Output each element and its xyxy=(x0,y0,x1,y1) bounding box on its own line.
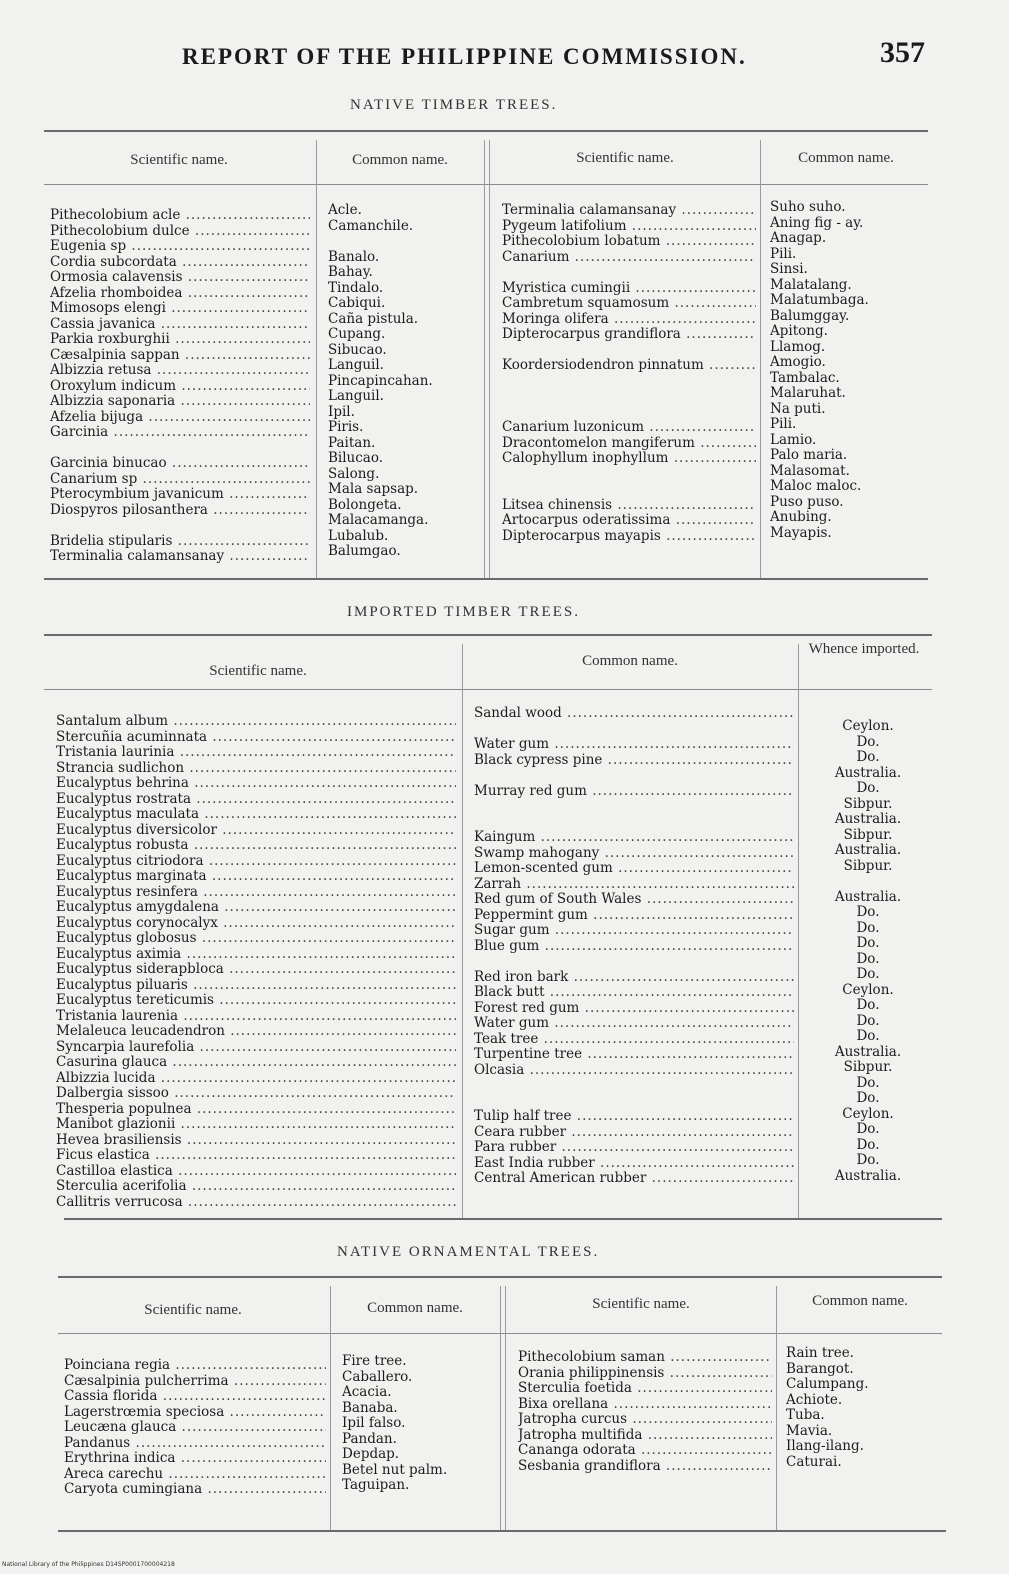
list-item: Ipil. xyxy=(328,404,355,420)
list-item: Calumpang. xyxy=(786,1377,869,1392)
list-item: Do. xyxy=(856,905,880,920)
list-item: Lamio. xyxy=(770,432,817,448)
col-common-name: Common name. xyxy=(352,152,448,168)
list-item: Pandan. xyxy=(342,1431,397,1447)
list-item: Anagap. xyxy=(770,231,827,246)
native-ornamental-divider xyxy=(330,1286,331,1530)
list-item: Thesperia populnea ..... xyxy=(56,1102,456,1118)
list-item: Pterocymbium javanicum ..... xyxy=(50,487,310,503)
list-item: Castilloa elastica ..... xyxy=(56,1164,456,1180)
list-item: Apitong. xyxy=(770,324,828,339)
list-item: Parkia roxburghii ..... xyxy=(50,332,310,348)
native-timber-left-scientific-list xyxy=(50,208,310,565)
native-timber-center-divider xyxy=(484,140,490,578)
list-item: Barangot. xyxy=(786,1361,854,1377)
list-item: Sinsi. xyxy=(770,262,808,277)
list-item: Australia. xyxy=(834,843,902,858)
list-item: Canarium sp ..... xyxy=(50,472,310,488)
list-item: Na puti. xyxy=(770,401,826,417)
list-item: Cambretum squamosum ..... xyxy=(502,296,756,312)
list-item: Santalum album ..... xyxy=(56,714,456,730)
list-item: Australia. xyxy=(834,765,902,781)
list-item: Myristica cumingii ..... xyxy=(502,281,756,297)
list-item: Australia. xyxy=(834,1168,902,1184)
list-item: Do. xyxy=(856,1137,880,1153)
list-item: Bahay. xyxy=(328,265,373,280)
list-item: Albizzia retusa ..... xyxy=(50,363,310,379)
list-item: Caryota cumingiana ..... xyxy=(64,1482,326,1498)
list-item: Koordersiodendron pinnatum ..... xyxy=(502,358,756,374)
list-item: Garcinia ..... xyxy=(50,425,310,441)
list-item: Australia. xyxy=(834,889,902,905)
list-item: Caturai. xyxy=(786,1454,842,1470)
list-item: Eugenia sp ..... xyxy=(50,239,310,255)
list-item: Cordia subcordata ..... xyxy=(50,255,310,271)
list-item: Cæsalpinia pulcherrima ..... xyxy=(64,1374,326,1390)
list-item: Do. xyxy=(856,734,880,750)
col-scientific-name: Scientific name. xyxy=(592,1296,690,1312)
list-item: Ceara rubber ..... xyxy=(474,1125,794,1141)
list-item: East India rubber ..... xyxy=(474,1156,794,1172)
list-item: Languil. xyxy=(328,389,384,404)
list-item: Amogio. xyxy=(770,355,826,370)
page-number: 357 xyxy=(880,36,925,69)
list-item: Paitan. xyxy=(328,435,376,451)
list-item: Malaruhat. xyxy=(770,386,846,401)
native-timber-right-scientific-list xyxy=(502,203,756,544)
list-item: Sibpur. xyxy=(843,796,893,812)
list-item: Puso puso. xyxy=(770,494,844,510)
col-common-name: Common name. xyxy=(798,150,894,166)
list-item: Salong. xyxy=(328,466,380,482)
library-footer-text: National Library of the Philippines D14SP0001700004218 xyxy=(2,1561,175,1568)
col-scientific-name: Scientific name. xyxy=(144,1302,242,1318)
list-item: Aning fig - ay. xyxy=(770,215,864,231)
list-item: Dalbergia sissoo ..... xyxy=(56,1086,456,1102)
list-item: Mimosops elengi ..... xyxy=(50,301,310,317)
list-item: Hevea brasiliensis ..... xyxy=(56,1133,456,1149)
list-item: Bolongeta. xyxy=(328,497,402,513)
native-timber-left-common-list xyxy=(328,203,478,560)
list-item: Ficus elastica ..... xyxy=(56,1148,456,1164)
list-item: Rain tree. xyxy=(786,1346,854,1361)
list-item: Betel nut palm. xyxy=(342,1462,448,1478)
list-item: Oroxylum indicum ..... xyxy=(50,379,310,395)
list-item: Lemon-scented gum ..... xyxy=(474,861,794,877)
list-item: Afzelia rhomboidea ..... xyxy=(50,286,310,302)
imported-timber-common-list xyxy=(474,706,794,1218)
list-item: Eucalyptus behrina ..... xyxy=(56,776,456,792)
native-ornamental-divider xyxy=(776,1286,777,1530)
list-item: Eucalyptus marginata ..... xyxy=(56,869,456,885)
list-item: Leucæna glauca ..... xyxy=(64,1420,326,1436)
list-item: Sibucao. xyxy=(328,342,387,358)
list-item: Diospyros pilosanthera ..... xyxy=(50,503,310,519)
list-item: Casurina glauca ..... xyxy=(56,1055,456,1071)
list-item: Manibot glazionii ..... xyxy=(56,1117,456,1133)
native-ornamental-right-common-list xyxy=(786,1346,936,1470)
list-item: Eucalyptus rostrata ..... xyxy=(56,792,456,808)
native-ornamental-left-common-list xyxy=(342,1354,492,1494)
col-scientific-name: Scientific name. xyxy=(576,150,674,166)
list-item: Callitris verrucosa ..... xyxy=(56,1195,456,1211)
list-item: Red gum of South Wales ..... xyxy=(474,892,794,908)
list-item: Palo maria. xyxy=(770,448,848,463)
list-item: Eucalyptus siderapbloca ..... xyxy=(56,962,456,978)
list-item: Taguipan. xyxy=(342,1478,410,1493)
list-item: Water gum ..... xyxy=(474,737,794,753)
list-item: Peppermint gum ..... xyxy=(474,908,794,924)
list-item: Stercuñia acuminnata ..... xyxy=(56,730,456,746)
list-item: Balumgao. xyxy=(328,544,401,559)
list-item: Sibpur. xyxy=(843,858,893,874)
list-item: Bridelia stipularis ..... xyxy=(50,534,310,550)
list-item: Ceylon. xyxy=(842,982,894,998)
list-item: Terminalia calamansanay ..... xyxy=(502,203,756,219)
list-item: Pandanus ..... xyxy=(64,1436,326,1452)
list-item: Garcinia binucao ..... xyxy=(50,456,310,472)
list-item: Do. xyxy=(856,951,880,967)
list-item: Languil. xyxy=(328,358,384,373)
list-item: Syncarpia laurefolia ..... xyxy=(56,1040,456,1056)
list-item: Artocarpus oderatissima ..... xyxy=(502,513,756,529)
list-item: Lagerstrœmia speciosa ..... xyxy=(64,1405,326,1421)
list-item: Australia. xyxy=(834,1044,902,1060)
list-item: Tristania laurinia ..... xyxy=(56,745,456,761)
list-item: Erythrina indica ..... xyxy=(64,1451,326,1467)
list-item: Pincapincahan. xyxy=(328,373,433,389)
list-item: Lubalub. xyxy=(328,528,389,544)
col-scientific-name: Scientific name. xyxy=(130,152,228,168)
native-ornamental-center-divider xyxy=(500,1286,506,1530)
list-item: Sibpur. xyxy=(843,827,893,843)
native-ornamental-title: NATIVE ORNAMENTAL TREES. xyxy=(337,1244,600,1260)
list-item: Dracontomelon mangiferum ..... xyxy=(502,436,756,452)
list-item: Do. xyxy=(856,1029,880,1044)
list-item: Ormosia calavensis ..... xyxy=(50,270,310,286)
list-item: Canarium luzonicum ..... xyxy=(502,420,756,436)
native-timber-right-common-list xyxy=(770,200,920,541)
list-item: Pili. xyxy=(770,417,797,432)
list-item: Ceylon. xyxy=(842,1106,894,1122)
list-item: Do. xyxy=(856,1153,880,1168)
list-item: Cupang. xyxy=(328,327,386,342)
list-item xyxy=(804,874,932,890)
list-item: Eucalyptus amygdalena ..... xyxy=(56,900,456,916)
list-item: Albizzia saponaria ..... xyxy=(50,394,310,410)
list-item: Tristania laurenia ..... xyxy=(56,1009,456,1025)
list-item: Balumggay. xyxy=(770,308,850,324)
col-common-name: Common name. xyxy=(582,653,678,669)
list-item: Eucalyptus aximia ..... xyxy=(56,947,456,963)
list-item: Eucalyptus maculata ..... xyxy=(56,807,456,823)
list-item: Areca carechu ..... xyxy=(64,1467,326,1483)
list-item: Cabiqui. xyxy=(328,296,386,311)
list-item: Depdap. xyxy=(342,1447,400,1462)
native-ornamental-top-rule xyxy=(58,1276,942,1278)
list-item: Mala sapsap. xyxy=(328,482,419,497)
list-item: Strancia sudlichon ..... xyxy=(56,761,456,777)
native-timber-top-rule xyxy=(44,130,928,132)
list-item: Tambalac. xyxy=(770,370,840,386)
list-item: Cassia florida ..... xyxy=(64,1389,326,1405)
list-item: Pili. xyxy=(770,246,797,262)
list-item: Turpentine tree ..... xyxy=(474,1047,794,1063)
list-item: Do. xyxy=(856,967,880,982)
native-ornamental-bottom-rule xyxy=(58,1530,946,1532)
list-item: Do. xyxy=(856,936,880,951)
list-item: Eucalyptus resinfera ..... xyxy=(56,885,456,901)
list-item: Moringa olifera ..... xyxy=(502,312,756,328)
list-item: Caballero. xyxy=(342,1369,413,1385)
list-item: Pithecolobium acle ..... xyxy=(50,208,310,224)
list-item: Central American rubber ..... xyxy=(474,1171,794,1187)
list-item: Bixa orellana ..... xyxy=(518,1397,772,1413)
list-item: Dipterocarpus grandiflora ..... xyxy=(502,327,756,343)
list-item: Jatropha multifida ..... xyxy=(518,1428,772,1444)
native-timber-title: NATIVE TIMBER TREES. xyxy=(350,97,558,113)
page-header-title: REPORT OF THE PHILIPPINE COMMISSION. xyxy=(182,44,747,69)
list-item: Eucalyptus citriodora ..... xyxy=(56,854,456,870)
imported-timber-title: IMPORTED TIMBER TREES. xyxy=(347,604,580,620)
list-item: Do. xyxy=(856,750,880,765)
imported-timber-divider xyxy=(798,644,799,1218)
list-item: Albizzia lucida ..... xyxy=(56,1071,456,1087)
list-item: Banalo. xyxy=(328,249,380,265)
list-item: Sandal wood ..... xyxy=(474,706,794,722)
list-item: Banaba. xyxy=(342,1400,398,1416)
native-timber-divider xyxy=(316,140,317,578)
col-common-name: Common name. xyxy=(812,1293,908,1309)
list-item: Eucalyptus tereticumis ..... xyxy=(56,993,456,1009)
list-item xyxy=(328,234,478,250)
list-item: Do. xyxy=(856,920,880,936)
list-item: Malacamanga. xyxy=(328,513,429,528)
list-item: Ipil falso. xyxy=(342,1416,406,1431)
list-item: Suho suho. xyxy=(770,200,846,215)
list-item: Camanchile. xyxy=(328,218,414,234)
list-item: Murray red gum ..... xyxy=(474,784,794,800)
list-item: Mayapis. xyxy=(770,525,832,541)
native-timber-bottom-rule xyxy=(44,578,928,580)
list-item: Orania philippinensis ..... xyxy=(518,1366,772,1382)
list-item: Swamp mahogany ..... xyxy=(474,846,794,862)
list-item: Llamog. xyxy=(770,339,826,355)
list-item: Eucalyptus robusta ..... xyxy=(56,838,456,854)
list-item: Eucalyptus globosus ..... xyxy=(56,931,456,947)
list-item: Sibpur. xyxy=(843,1060,893,1075)
list-item: Caña pistula. xyxy=(328,311,419,327)
list-item: Forest red gum ..... xyxy=(474,1001,794,1017)
list-item: Tulip half tree ..... xyxy=(474,1109,794,1125)
list-item: Malatalang. xyxy=(770,277,852,293)
list-item: Sesbania grandiflora ..... xyxy=(518,1459,772,1475)
list-item: Sugar gum ..... xyxy=(474,923,794,939)
native-timber-divider xyxy=(760,140,761,578)
list-item: Do. xyxy=(856,1122,880,1137)
list-item: Cananga odorata ..... xyxy=(518,1443,772,1459)
list-item: Jatropha curcus ..... xyxy=(518,1412,772,1428)
list-item: Pithecolobium saman ..... xyxy=(518,1350,772,1366)
list-item: Calophyllum inophyllum ..... xyxy=(502,451,756,467)
list-item: Olcasia ..... xyxy=(474,1063,794,1079)
list-item: Eucalyptus piluaris ..... xyxy=(56,978,456,994)
list-item: Bilucao. xyxy=(328,451,384,466)
list-item: Do. xyxy=(856,1075,880,1091)
list-item: Red iron bark ..... xyxy=(474,970,794,986)
native-ornamental-left-scientific-list xyxy=(64,1358,326,1498)
list-item: Acacia. xyxy=(342,1385,392,1400)
list-item: Ceylon. xyxy=(842,719,894,734)
imported-timber-top-rule xyxy=(44,634,932,636)
list-item: Acle. xyxy=(328,203,362,218)
native-ornamental-right-scientific-list xyxy=(518,1350,772,1474)
list-item: Black cypress pine ..... xyxy=(474,753,794,769)
list-item: Terminalia calamansanay ..... xyxy=(50,549,310,565)
list-item: Litsea chinensis ..... xyxy=(502,498,756,514)
list-item: Achiote. xyxy=(786,1392,843,1408)
list-item: Piris. xyxy=(328,420,364,435)
list-item: Malatumbaga. xyxy=(770,293,869,308)
list-item: Anubing. xyxy=(770,510,832,525)
list-item: Para rubber ..... xyxy=(474,1140,794,1156)
list-item: Canarium ..... xyxy=(502,250,756,266)
list-item: Mavia. xyxy=(786,1423,833,1439)
list-item: Maloc maloc. xyxy=(770,479,862,494)
list-item: Do. xyxy=(856,781,880,796)
list-item: Australia. xyxy=(834,812,902,827)
col-common-name: Common name. xyxy=(367,1300,463,1316)
list-item: Tindalo. xyxy=(328,280,384,296)
list-item: Pithecolobium lobatum ..... xyxy=(502,234,756,250)
imported-timber-bottom-rule xyxy=(64,1218,942,1220)
list-item: Do. xyxy=(856,1091,880,1106)
list-item: Fire tree. xyxy=(342,1354,407,1369)
list-item: Water gum ..... xyxy=(474,1016,794,1032)
list-item: Eucalyptus diversicolor ..... xyxy=(56,823,456,839)
list-item: Eucalyptus corynocalyx ..... xyxy=(56,916,456,932)
list-item: Pithecolobium dulce ..... xyxy=(50,224,310,240)
list-item: Sterculia acerifolia ..... xyxy=(56,1179,456,1195)
list-item: Pygeum latifolium ..... xyxy=(502,219,756,235)
list-item: Ilang-ilang. xyxy=(786,1439,864,1454)
list-item: Dipterocarpus mayapis ..... xyxy=(502,529,756,545)
list-item: Teak tree ..... xyxy=(474,1032,794,1048)
list-item: Do. xyxy=(856,1013,880,1029)
list-item: Kaingum ..... xyxy=(474,830,794,846)
imported-timber-scientific-list xyxy=(56,714,456,1210)
list-item: Blue gum ..... xyxy=(474,939,794,955)
list-item: Sterculia foetida ..... xyxy=(518,1381,772,1397)
list-item: Afzelia bijuga ..... xyxy=(50,410,310,426)
imported-timber-whence-list xyxy=(804,719,932,1184)
list-item: Cassia javanica ..... xyxy=(50,317,310,333)
list-item: Poinciana regia ..... xyxy=(64,1358,326,1374)
list-item: Tuba. xyxy=(786,1408,825,1423)
col-whence-imported: Whence imported. xyxy=(808,641,920,657)
list-item: Malasomat. xyxy=(770,463,850,479)
list-item: Melaleuca leucadendron ..... xyxy=(56,1024,456,1040)
col-scientific-name: Scientific name. xyxy=(209,663,307,679)
imported-timber-divider xyxy=(462,644,463,1218)
list-item: Black butt ..... xyxy=(474,985,794,1001)
list-item: Zarrah ..... xyxy=(474,877,794,893)
list-item: Cæsalpinia sappan ..... xyxy=(50,348,310,364)
list-item: Do. xyxy=(856,998,880,1013)
